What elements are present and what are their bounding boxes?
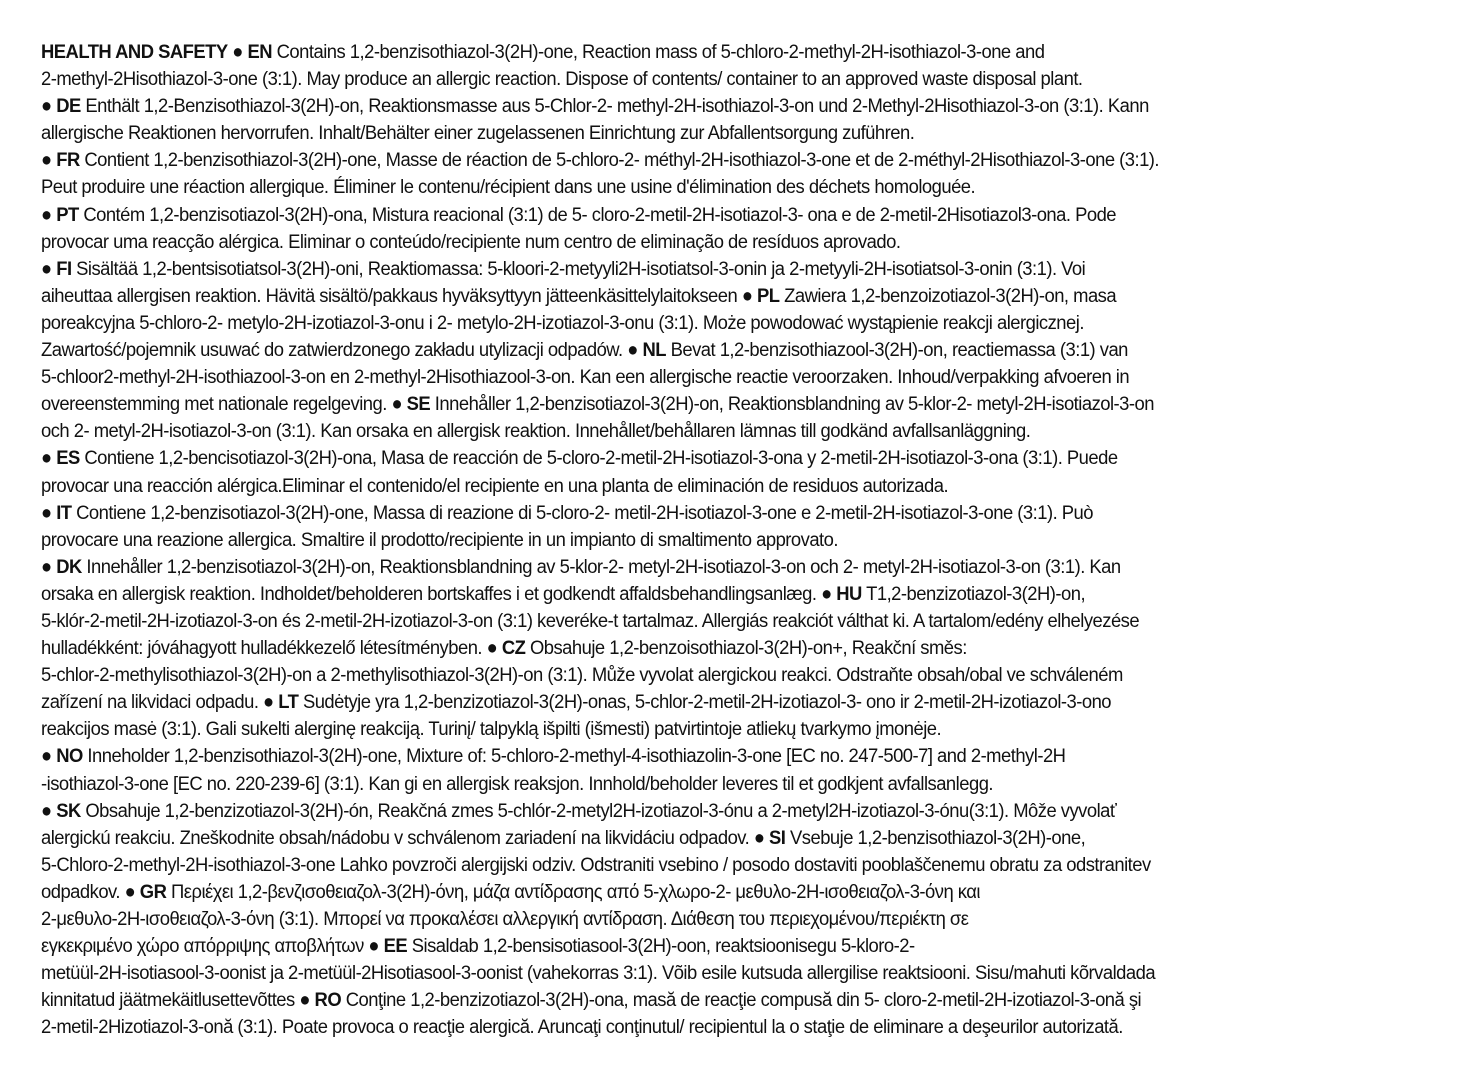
section-heading: ● CZ — [486, 637, 526, 660]
text-line — [41, 635, 1357, 662]
text-segment: Zawartość/pojemnik usuwać do zatwierdzonego zakładu utylizacji odpadów. — [41, 339, 628, 362]
section-heading: ● PT — [41, 203, 79, 226]
text-segment: Bevat 1,2-benzisothiazool-3(2H)-on, reactiemassa (3:1) van — [665, 339, 1128, 362]
section-heading: ● LT — [263, 691, 299, 714]
text-segment: Sudėtyje yra 1,2-benzizotiazol-3(2H)-onas, 5-chlor-2-metil-2H-izotiazol-3- ono ir 2-metil-2H-izotiazol-3-ono — [298, 691, 1112, 714]
text-line — [41, 906, 1357, 933]
text-line — [41, 608, 1357, 635]
text-segment: Peut produire une réaction allergique. Éliminer le contenu/récipient dans une usine d'élimination des déchets homologuée. — [41, 176, 976, 199]
text-segment: allergische Reaktionen hervorrufen. Inhalt/Behälter einer zugelassenen Einrichtung zur Abfallentsorgung zuführen. — [41, 122, 915, 145]
text-line — [41, 743, 1357, 770]
section-heading: ● DE — [41, 95, 81, 118]
text-segment: 2-μεθυλο-2Η-ισοθειαζολ-3-όνη (3:1). Μπορεί να προκαλέσει αλλεργική αντίδραση. Διάθεση του περιεχομένου/περιέκτη σε — [41, 908, 969, 930]
text-segment: Innehåller 1,2-benzisotiazol-3(2H)-on, Reaktionsblandning av 5-klor-2- metyl-2H-isotiazol-3-on och 2- metyl-2H-isotiazol-3-on (3:1). Kan — [81, 555, 1121, 578]
text-segment: orsaka en allergisk reaktion. Indholdet/beholderen bortskaffes i et godkendt affaldsbehandlingsanlæg. — [41, 582, 822, 605]
text-segment: Conţine 1,2-benzizotiazol-3(2H)-ona, masă de reacţie compusă din 5- cloro-2-metil-2H-izotiazol-3-onă şi — [341, 989, 1142, 1012]
section-heading: ● RO — [299, 989, 342, 1012]
section-heading: ● GR — [124, 880, 167, 903]
text-segment: och 2- metyl-2H-isotiazol-3-on (3:1). Kan orsaka en allergisk reaktion. Innehållet/behållaren lämnas till godkänd avfallsanläggning. — [41, 420, 1031, 443]
text-segment: 2-methyl-2Hisothiazol-3-one (3:1). May produce an allergic reaction. Dispose of contents/ container to an approved waste disposal plant. — [41, 68, 1083, 91]
text-line — [41, 662, 1357, 689]
section-heading: ● HU — [821, 582, 862, 605]
text-line — [41, 93, 1357, 120]
text-line — [41, 174, 1357, 201]
section-heading: ● DK — [41, 555, 82, 578]
text-segment: 5-chlor-2-methylisothiazol-3(2H)-on a 2-methylisothiazol-3(2H)-on (3:1). Může vyvolat alergickou reakci. Odstraňte obsah/obal ve schváleném — [41, 664, 1123, 687]
text-line — [41, 364, 1357, 391]
text-line — [41, 825, 1357, 852]
section-heading: ● PL — [741, 284, 780, 307]
text-segment: Contiene 1,2-bencisotiazol-3(2H)-ona, Masa de reacción de 5-cloro-2-metil-2H-isotiazol-3-ona y 2-metil-2H-isotiazol-3-ona (3:1). Puede — [79, 447, 1118, 470]
text-segment: Vsebuje 1,2-benzisothiazol-3(2H)-one, — [785, 826, 1086, 849]
text-segment: Sisaldab 1,2-bensisotiasool-3(2H)-oon, reaktsioonisegu 5-kloro-2- — [407, 935, 915, 958]
text-segment: provocar una reacción alérgica.Eliminar el contenido/el recipiente en una planta de eliminación de residuos autorizada. — [41, 474, 949, 497]
text-line — [41, 391, 1357, 418]
section-heading: ● SI — [753, 826, 786, 849]
safety-text-block — [41, 39, 1357, 1041]
text-segment: metüül-2H-isotiasool-3-oonist ja 2-metüül-2Hisotiasool-3-oonist (vahekorras 3:1). Võib esile kutsuda allergilise reaktsiooni. Sisu/mahuti kõrvaldada — [41, 962, 1156, 985]
text-segment: hulladékként: jóváhagyott hulladékkezelő létesítményben. — [41, 637, 487, 660]
text-line — [41, 229, 1357, 256]
section-heading: ● NO — [41, 745, 83, 768]
section-heading: HEALTH AND SAFETY — [41, 41, 228, 63]
text-line — [41, 771, 1357, 798]
text-segment: Inneholder 1,2-benzisothiazol-3(2H)-one, Mixture of: 5-chloro-2-methyl-4-isothiazolin-3-one [EC no. 247-500-7] and 2-methyl-2H — [82, 745, 1066, 768]
text-segment: Contains 1,2-benzisothiazol-3(2H)-one, Reaction mass of 5-chloro-2-methyl-2H-isothiazol-3-one and — [272, 41, 1045, 63]
text-segment: odpadkov. — [41, 880, 125, 903]
text-line — [41, 933, 1357, 960]
text-segment: Sisältää 1,2-bentsisotiatsol-3(2H)-oni, Reaktiomassa: 5-kloori-2-metyyli2H-isotiatsol-3-onin ja 2-metyyli-2H-isotiatsol-3-onin (3:1). Voi — [71, 257, 1086, 280]
text-segment: reakcijos masė (3:1). Gali sukelti alerginę reakciją. Turinį/ talpyklą išpilti (išmesti) patvirtintoje atliekų tvarkymo įmonėje. — [41, 718, 942, 741]
text-line — [41, 120, 1357, 147]
text-segment: kinnitatud jäätmekäitlusettevõttes — [41, 989, 300, 1012]
section-heading: ● NL — [627, 339, 666, 362]
section-heading: ● FR — [41, 149, 80, 172]
text-line — [41, 581, 1357, 608]
text-segment: Contém 1,2-benzisotiazol-3(2H)-ona, Mistura reacional (3:1) de 5- cloro-2-metil-2H-isotiazol-3- ona e de 2-metil-2Hisotiazol3-ona. Pode — [78, 203, 1117, 226]
text-line — [41, 445, 1357, 472]
text-line — [41, 960, 1357, 987]
text-segment: 5-klór-2-metil-2H-izotiazol-3-on és 2-metil-2H-izotiazol-3-on (3:1) keveréke-t tartalmaz. Allergiás reakciót válthat ki. A tartalom/edény elhelyezése — [41, 609, 1140, 632]
text-segment: alergickú reakciu. Zneškodnite obsah/nádobu v schválenom zariadení na likvidáciu odpadov. — [41, 826, 754, 849]
text-line — [41, 716, 1357, 743]
section-heading: ● FI — [41, 257, 72, 280]
text-segment: Obsahuje 1,2-benzizotiazol-3(2H)-ón, Reakčná zmes 5-chlór-2-metyl2H-izotiazol-3-ónu a 2-metyl2H-izotiazol-3-ónu(3:1). Môže vyvolať — [80, 799, 1117, 822]
text-segment: 5-chloor2-methyl-2H-isothiazool-3-on en 2-methyl-2Hisothiazool-3-on. Kan een allergische reactie veroorzaken. Inhoud/verpakking afvoeren in — [41, 366, 1130, 389]
text-segment: -isothiazol-3-one [EC no. 220-239-6] (3:1). Kan gi en allergisk reaksjon. Innhold/beholder leveres til et godkjent avfallsanlegg. — [41, 772, 994, 795]
text-line — [41, 798, 1357, 825]
text-line — [41, 527, 1357, 554]
text-line — [41, 39, 1357, 66]
text-segment: zařízení na likvidaci odpadu. — [41, 691, 264, 714]
text-segment: Zawiera 1,2-benzoizotiazol-3(2H)-on, masa — [779, 284, 1117, 307]
text-line — [41, 852, 1357, 879]
text-segment: Innehåller 1,2-benzisotiazol-3(2H)-on, Reaktionsblandning av 5-klor-2- metyl-2H-isotiazol-3-on — [430, 393, 1154, 416]
text-line — [41, 500, 1357, 527]
text-segment: 2-metil-2Hizotiazol-3-onă (3:1). Poate provoca o reacţie alergică. Aruncaţi conţinutul/ recipientul la o staţie de eliminare a deşeurilor autorizată. — [41, 1016, 1123, 1039]
text-line — [41, 202, 1357, 229]
text-line — [41, 283, 1357, 310]
text-line — [41, 1014, 1357, 1041]
section-heading: ● EE — [368, 935, 408, 958]
text-line — [41, 473, 1357, 500]
text-line — [41, 689, 1357, 716]
text-segment: Enthält 1,2-Benzisothiazol-3(2H)-on, Reaktionsmasse aus 5-Chlor-2- methyl-2H-isothiazol-3-on und 2-Methyl-2Hisothiazol-3-on (3:1). Kann — [80, 95, 1149, 118]
text-segment: provocare una reazione allergica. Smaltire il prodotto/recipiente in un impianto di smaltimento approvato. — [41, 528, 838, 551]
section-heading: ● IT — [41, 501, 72, 524]
text-line — [41, 418, 1357, 445]
text-segment: Contiene 1,2-benzisotiazol-3(2H)-one, Massa di reazione di 5-cloro-2- metil-2H-isotiazol-3-one e 2-metil-2H-isotiazol-3-one (3:1). Può — [71, 501, 1093, 524]
text-segment: T1,2-benzizotiazol-3(2H)-on, — [861, 582, 1086, 605]
text-line — [41, 147, 1357, 174]
section-heading: ● ES — [41, 447, 80, 470]
section-heading: ● SE — [391, 393, 431, 416]
text-line — [41, 337, 1357, 364]
text-line — [41, 256, 1357, 283]
text-segment: poreakcyjna 5-chloro-2- metylo-2H-izotiazol-3-onu i 2- metylo-2H-izotiazol-3-onu (3:1). Może powodować wystąpienie reakcji alergicznej. — [41, 311, 1084, 334]
text-segment: overeenstemming met nationale regelgeving. — [41, 393, 392, 416]
text-line — [41, 554, 1357, 581]
text-line — [41, 987, 1357, 1014]
text-segment: εγκεκριμένο χώρο απόρριψης αποβλήτων — [41, 935, 369, 958]
section-heading: ● EN — [232, 41, 273, 63]
section-heading: ● SK — [41, 799, 81, 822]
text-segment: Περιέχει 1,2-βενζισοθειαζολ-3(2Η)-όνη, μάζα αντίδρασης από 5-χλωρο-2- μεθυλο-2Η-ισοθειαζολ-3-όνη και — [166, 880, 980, 903]
text-segment: Contient 1,2-benzisothiazol-3(2H)-one, Masse de réaction de 5-chloro-2- méthyl-2H-isothiazol-3-one et de 2-méthyl-2Hisothiazol-3-one (3:1). — [79, 149, 1160, 172]
text-segment: 5-Chloro-2-methyl-2H-isothiazol-3-one Lahko povzroči alergijski odziv. Odstraniti vsebino / posodo dostaviti pooblaščenemu obratu za odstranitev — [41, 853, 1151, 876]
text-segment: provocar uma reacção alérgica. Eliminar o conteúdo/recipiente num centro de eliminação de resíduos aprovado. — [41, 230, 901, 253]
text-segment: Obsahuje 1,2-benzoisothiazol-3(2H)-on+, Reakční směs: — [525, 637, 967, 660]
text-segment: aiheuttaa allergisen reaktion. Hävitä sisältö/pakkaus hyväksyttyyn jätteenkäsittelylaitokseen — [41, 284, 742, 307]
text-line — [41, 66, 1357, 93]
text-line — [41, 310, 1357, 337]
text-line — [41, 879, 1357, 906]
